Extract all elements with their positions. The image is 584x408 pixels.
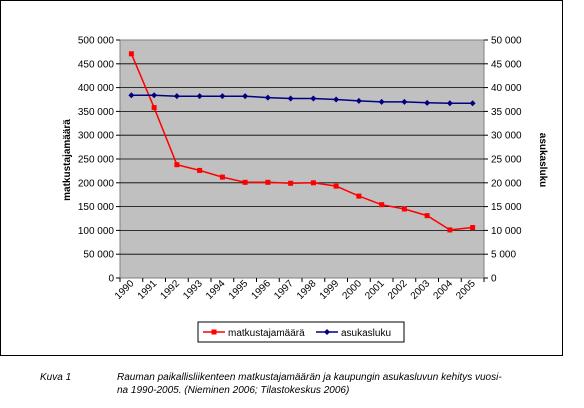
data-point-matkustajamaara xyxy=(174,162,179,167)
y-axis-right-label: asukasluku xyxy=(537,132,548,188)
y-tick-label-right: 20 000 xyxy=(491,178,522,190)
y-tick-label-left: 0 xyxy=(108,273,114,285)
data-point-matkustajamaara xyxy=(265,180,270,185)
data-point-matkustajamaara xyxy=(311,180,316,185)
legend-label-matkustajamaara: matkustajamäärä xyxy=(228,328,305,339)
y-tick-label-right: 15 000 xyxy=(491,202,522,214)
x-tick-label: 1996 xyxy=(249,278,273,302)
y-tick-label-left: 350 000 xyxy=(77,106,114,118)
y-tick-label-right: 30 000 xyxy=(491,130,522,142)
x-tick-label: 1994 xyxy=(203,278,228,302)
x-tick-label: 2003 xyxy=(408,278,433,302)
caption-text-line2: na 1990-2005. (Nieminen 2006; Tilastokeskus 2006) xyxy=(117,385,350,396)
y-tick-label-left: 450 000 xyxy=(77,59,114,71)
x-tick-label: 1991 xyxy=(135,278,160,302)
data-point-matkustajamaara xyxy=(243,180,248,185)
legend xyxy=(198,322,404,342)
data-point-matkustajamaara xyxy=(425,213,430,218)
data-point-matkustajamaara xyxy=(356,194,361,199)
y-tick-label-left: 200 000 xyxy=(77,178,114,190)
y-tick-label-left: 100 000 xyxy=(77,225,114,237)
x-tick-label: 2000 xyxy=(340,278,364,302)
x-tick-label: 2005 xyxy=(454,278,478,302)
data-point-matkustajamaara xyxy=(197,168,202,173)
y-tick-label-right: 5 000 xyxy=(491,249,517,261)
x-tick-label: 2001 xyxy=(363,278,387,302)
data-point-matkustajamaara xyxy=(288,181,293,186)
y-axis-left-label: matkustajamäärä xyxy=(62,119,73,201)
y-tick-label-left: 300 000 xyxy=(77,130,114,142)
y-tick-label-left: 400 000 xyxy=(77,83,114,95)
y-tick-label-right: 35 000 xyxy=(491,106,522,118)
y-tick-label-left: 500 000 xyxy=(77,35,114,47)
y-tick-label-right: 40 000 xyxy=(491,83,522,95)
y-tick-label-right: 10 000 xyxy=(491,225,522,237)
legend-label-asukasluku: asukasluku xyxy=(341,328,392,339)
caption-label: Kuva 1 xyxy=(40,372,72,383)
x-tick-label: 1992 xyxy=(158,278,182,302)
x-tick-label: 1990 xyxy=(112,278,137,302)
y-tick-label-right: 45 000 xyxy=(491,59,522,71)
x-tick-label: 2004 xyxy=(431,278,455,302)
data-point-matkustajamaara xyxy=(470,225,475,230)
data-point-matkustajamaara xyxy=(334,184,339,189)
x-tick-label: 1998 xyxy=(294,278,319,302)
x-tick-label: 1999 xyxy=(317,278,342,302)
y-tick-label-left: 250 000 xyxy=(77,154,114,166)
data-point-matkustajamaara xyxy=(152,105,157,110)
y-tick-label-right: 25 000 xyxy=(491,154,522,166)
x-tick-label: 2002 xyxy=(385,278,410,302)
legend-marker-matkustajamaara xyxy=(212,330,217,335)
data-point-matkustajamaara xyxy=(402,206,407,211)
x-tick-label: 1997 xyxy=(272,278,296,302)
caption-text-line1: Rauman paikallisliikenteen matkustajamäärän ja kaupungin asukasluvun kehitys vuosi- xyxy=(117,372,502,383)
y-tick-label-right: 0 xyxy=(491,273,497,285)
data-point-matkustajamaara xyxy=(220,175,225,180)
x-tick-label: 1995 xyxy=(226,278,251,302)
data-point-matkustajamaara xyxy=(379,202,384,207)
y-tick-label-left: 150 000 xyxy=(77,202,114,214)
y-tick-label-left: 50 000 xyxy=(83,249,114,261)
data-point-matkustajamaara xyxy=(129,51,134,56)
y-tick-label-right: 50 000 xyxy=(491,35,522,47)
x-tick-label: 1993 xyxy=(181,278,205,302)
data-point-matkustajamaara xyxy=(447,227,452,232)
